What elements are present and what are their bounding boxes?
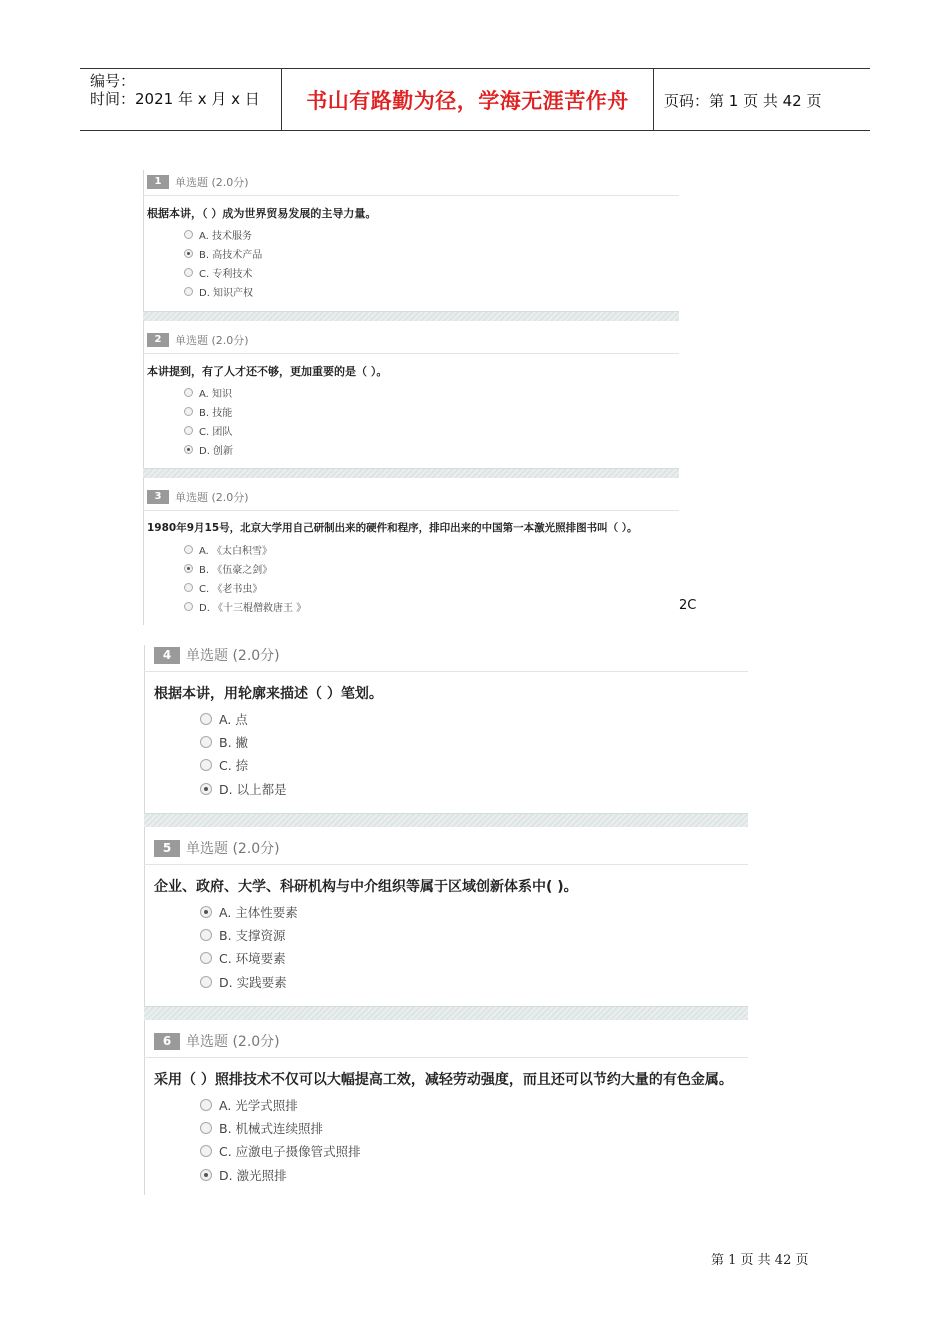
answer-option[interactable] bbox=[184, 442, 233, 457]
radio-button-icon[interactable] bbox=[200, 976, 212, 988]
option-label: B. 高技术产品 bbox=[199, 250, 263, 261]
option-label: C. 团队 bbox=[199, 427, 233, 438]
radio-button-icon[interactable] bbox=[200, 713, 212, 725]
option-label: D. 实践要素 bbox=[219, 975, 287, 990]
page-footer: 第 1 页 共 42 页 bbox=[711, 1253, 809, 1268]
answer-option[interactable] bbox=[200, 1096, 298, 1114]
answer-option[interactable] bbox=[184, 580, 262, 595]
question-number-badge: 1 bbox=[147, 175, 169, 189]
option-label: A. 点 bbox=[219, 712, 248, 727]
answer-option[interactable] bbox=[184, 284, 253, 299]
radio-button-icon[interactable] bbox=[184, 388, 193, 397]
answer-note: 2C bbox=[679, 598, 697, 613]
answer-option[interactable] bbox=[200, 756, 248, 774]
question-block bbox=[144, 838, 748, 1006]
option-label: A. 《太白积雪》 bbox=[199, 546, 273, 557]
option-label: C. 《老书虫》 bbox=[199, 584, 263, 595]
option-label: D. 《十三棍僧救唐王 》 bbox=[199, 603, 307, 614]
question-number-badge: 4 bbox=[154, 647, 180, 664]
radio-button-icon[interactable] bbox=[184, 407, 193, 416]
question-separator bbox=[144, 1006, 748, 1020]
radio-button-icon[interactable] bbox=[184, 230, 193, 239]
option-label: C. 专利技术 bbox=[199, 269, 253, 280]
question-type-label: 单选题 (2.0分) bbox=[186, 841, 280, 857]
radio-button-selected-icon[interactable] bbox=[184, 249, 193, 258]
question-separator bbox=[143, 468, 679, 478]
answer-option[interactable] bbox=[200, 780, 287, 798]
question-separator bbox=[143, 311, 679, 321]
answer-option[interactable] bbox=[200, 1119, 323, 1137]
radio-button-icon[interactable] bbox=[184, 545, 193, 554]
answer-option[interactable] bbox=[200, 710, 248, 728]
radio-button-icon[interactable] bbox=[184, 426, 193, 435]
radio-button-icon[interactable] bbox=[200, 952, 212, 964]
question-type-label: 单选题 (2.0分) bbox=[175, 176, 249, 189]
question-header bbox=[148, 645, 280, 665]
question-number-badge: 3 bbox=[147, 490, 169, 504]
date-label: 时间：2021 年 x 月 x 日 bbox=[90, 90, 260, 108]
question-text: 根据本讲，（ ）成为世界贸易发展的主导力量。 bbox=[147, 207, 377, 220]
question-block bbox=[143, 328, 679, 468]
question-type-label: 单选题 (2.0分) bbox=[175, 491, 249, 504]
answer-option[interactable] bbox=[200, 733, 248, 751]
option-label: C. 应激电子摄像管式照排 bbox=[219, 1144, 361, 1159]
option-label: C. 捺 bbox=[219, 758, 249, 773]
header-page-cell bbox=[654, 69, 870, 130]
radio-button-icon[interactable] bbox=[184, 602, 193, 611]
answer-option[interactable] bbox=[184, 404, 232, 419]
answer-option[interactable] bbox=[184, 561, 272, 576]
answer-option[interactable] bbox=[200, 973, 287, 991]
radio-button-selected-icon[interactable] bbox=[184, 445, 193, 454]
option-label: D. 以上都是 bbox=[219, 782, 287, 797]
question-text: 1980年9月15号，北京大学用自己研制出来的硬件和程序，排印出来的中国第一本激光照排图书叫（ ）。 bbox=[147, 522, 638, 534]
question-header bbox=[147, 489, 249, 505]
question-block bbox=[144, 645, 748, 813]
divider bbox=[143, 195, 679, 196]
option-label: B. 机械式连续照排 bbox=[219, 1121, 324, 1136]
motto-text: 书山有路勤为径，学海无涯苦作舟 bbox=[306, 89, 629, 113]
question-header bbox=[147, 174, 249, 190]
divider bbox=[144, 1057, 748, 1058]
option-label: D. 激光照排 bbox=[219, 1168, 287, 1183]
answer-option[interactable] bbox=[200, 1166, 287, 1184]
question-block bbox=[143, 170, 679, 310]
option-label: B. 《伍豪之剑》 bbox=[199, 565, 273, 576]
header-motto-cell bbox=[282, 69, 654, 130]
answer-option[interactable] bbox=[200, 926, 286, 944]
answer-option[interactable] bbox=[184, 265, 252, 280]
answer-option[interactable] bbox=[184, 227, 252, 242]
question-text: 采用（ ）照排技术不仅可以大幅提高工效，减轻劳动强度，而且还可以节约大量的有色金属。 bbox=[154, 1072, 733, 1088]
answer-option[interactable] bbox=[184, 246, 262, 261]
option-label: A. 知识 bbox=[199, 389, 233, 400]
radio-button-selected-icon[interactable] bbox=[200, 906, 212, 918]
answer-option[interactable] bbox=[200, 949, 286, 967]
question-header bbox=[148, 1031, 280, 1051]
radio-button-icon[interactable] bbox=[200, 1122, 212, 1134]
question-header bbox=[147, 332, 249, 348]
radio-button-selected-icon[interactable] bbox=[200, 1169, 212, 1181]
answer-option[interactable] bbox=[184, 542, 272, 557]
header-page-number: 页码：第 1 页 共 42 页 bbox=[664, 92, 822, 110]
option-label: A. 光学式照排 bbox=[219, 1098, 298, 1113]
radio-button-icon[interactable] bbox=[200, 929, 212, 941]
document-header bbox=[80, 68, 870, 131]
serial-label: 编号： bbox=[90, 72, 136, 90]
radio-button-icon[interactable] bbox=[200, 736, 212, 748]
option-label: B. 技能 bbox=[199, 408, 233, 419]
divider bbox=[144, 864, 748, 865]
answer-option[interactable] bbox=[184, 385, 232, 400]
option-label: A. 主体性要素 bbox=[219, 905, 298, 920]
radio-button-icon[interactable] bbox=[184, 287, 193, 296]
question-separator bbox=[144, 813, 748, 827]
radio-button-selected-icon[interactable] bbox=[200, 783, 212, 795]
question-block bbox=[143, 485, 683, 625]
question-text: 本讲提到，有了人才还不够，更加重要的是（ ）。 bbox=[147, 365, 388, 378]
question-type-label: 单选题 (2.0分) bbox=[186, 1034, 280, 1050]
header-info-cell bbox=[80, 69, 282, 130]
option-label: D. 知识产权 bbox=[199, 288, 254, 299]
question-header bbox=[148, 838, 280, 858]
radio-button-icon[interactable] bbox=[200, 759, 212, 771]
divider bbox=[144, 671, 748, 672]
answer-option[interactable] bbox=[200, 1142, 361, 1160]
question-block bbox=[144, 1031, 748, 1195]
question-type-label: 单选题 (2.0分) bbox=[175, 334, 249, 347]
option-label: B. 支撑资源 bbox=[219, 928, 286, 943]
option-label: B. 撇 bbox=[219, 735, 249, 750]
radio-button-icon[interactable] bbox=[200, 1099, 212, 1111]
option-label: D. 创新 bbox=[199, 446, 234, 457]
question-type-label: 单选题 (2.0分) bbox=[186, 648, 280, 664]
radio-button-icon[interactable] bbox=[200, 1145, 212, 1157]
option-label: C. 环境要素 bbox=[219, 951, 286, 966]
question-number-badge: 6 bbox=[154, 1033, 180, 1050]
answer-option[interactable] bbox=[184, 599, 306, 614]
question-number-badge: 5 bbox=[154, 840, 180, 857]
answer-option[interactable] bbox=[200, 903, 298, 921]
answer-option[interactable] bbox=[184, 423, 232, 438]
divider bbox=[143, 353, 679, 354]
option-label: A. 技术服务 bbox=[199, 231, 253, 242]
radio-button-icon[interactable] bbox=[184, 268, 193, 277]
radio-button-selected-icon[interactable] bbox=[184, 564, 193, 573]
radio-button-icon[interactable] bbox=[184, 583, 193, 592]
question-text: 根据本讲，用轮廓来描述（ ）笔划。 bbox=[154, 686, 383, 702]
divider bbox=[143, 510, 679, 511]
question-text: 企业、政府、大学、科研机构与中介组织等属于区域创新体系中( )。 bbox=[154, 879, 578, 895]
question-number-badge: 2 bbox=[147, 333, 169, 347]
